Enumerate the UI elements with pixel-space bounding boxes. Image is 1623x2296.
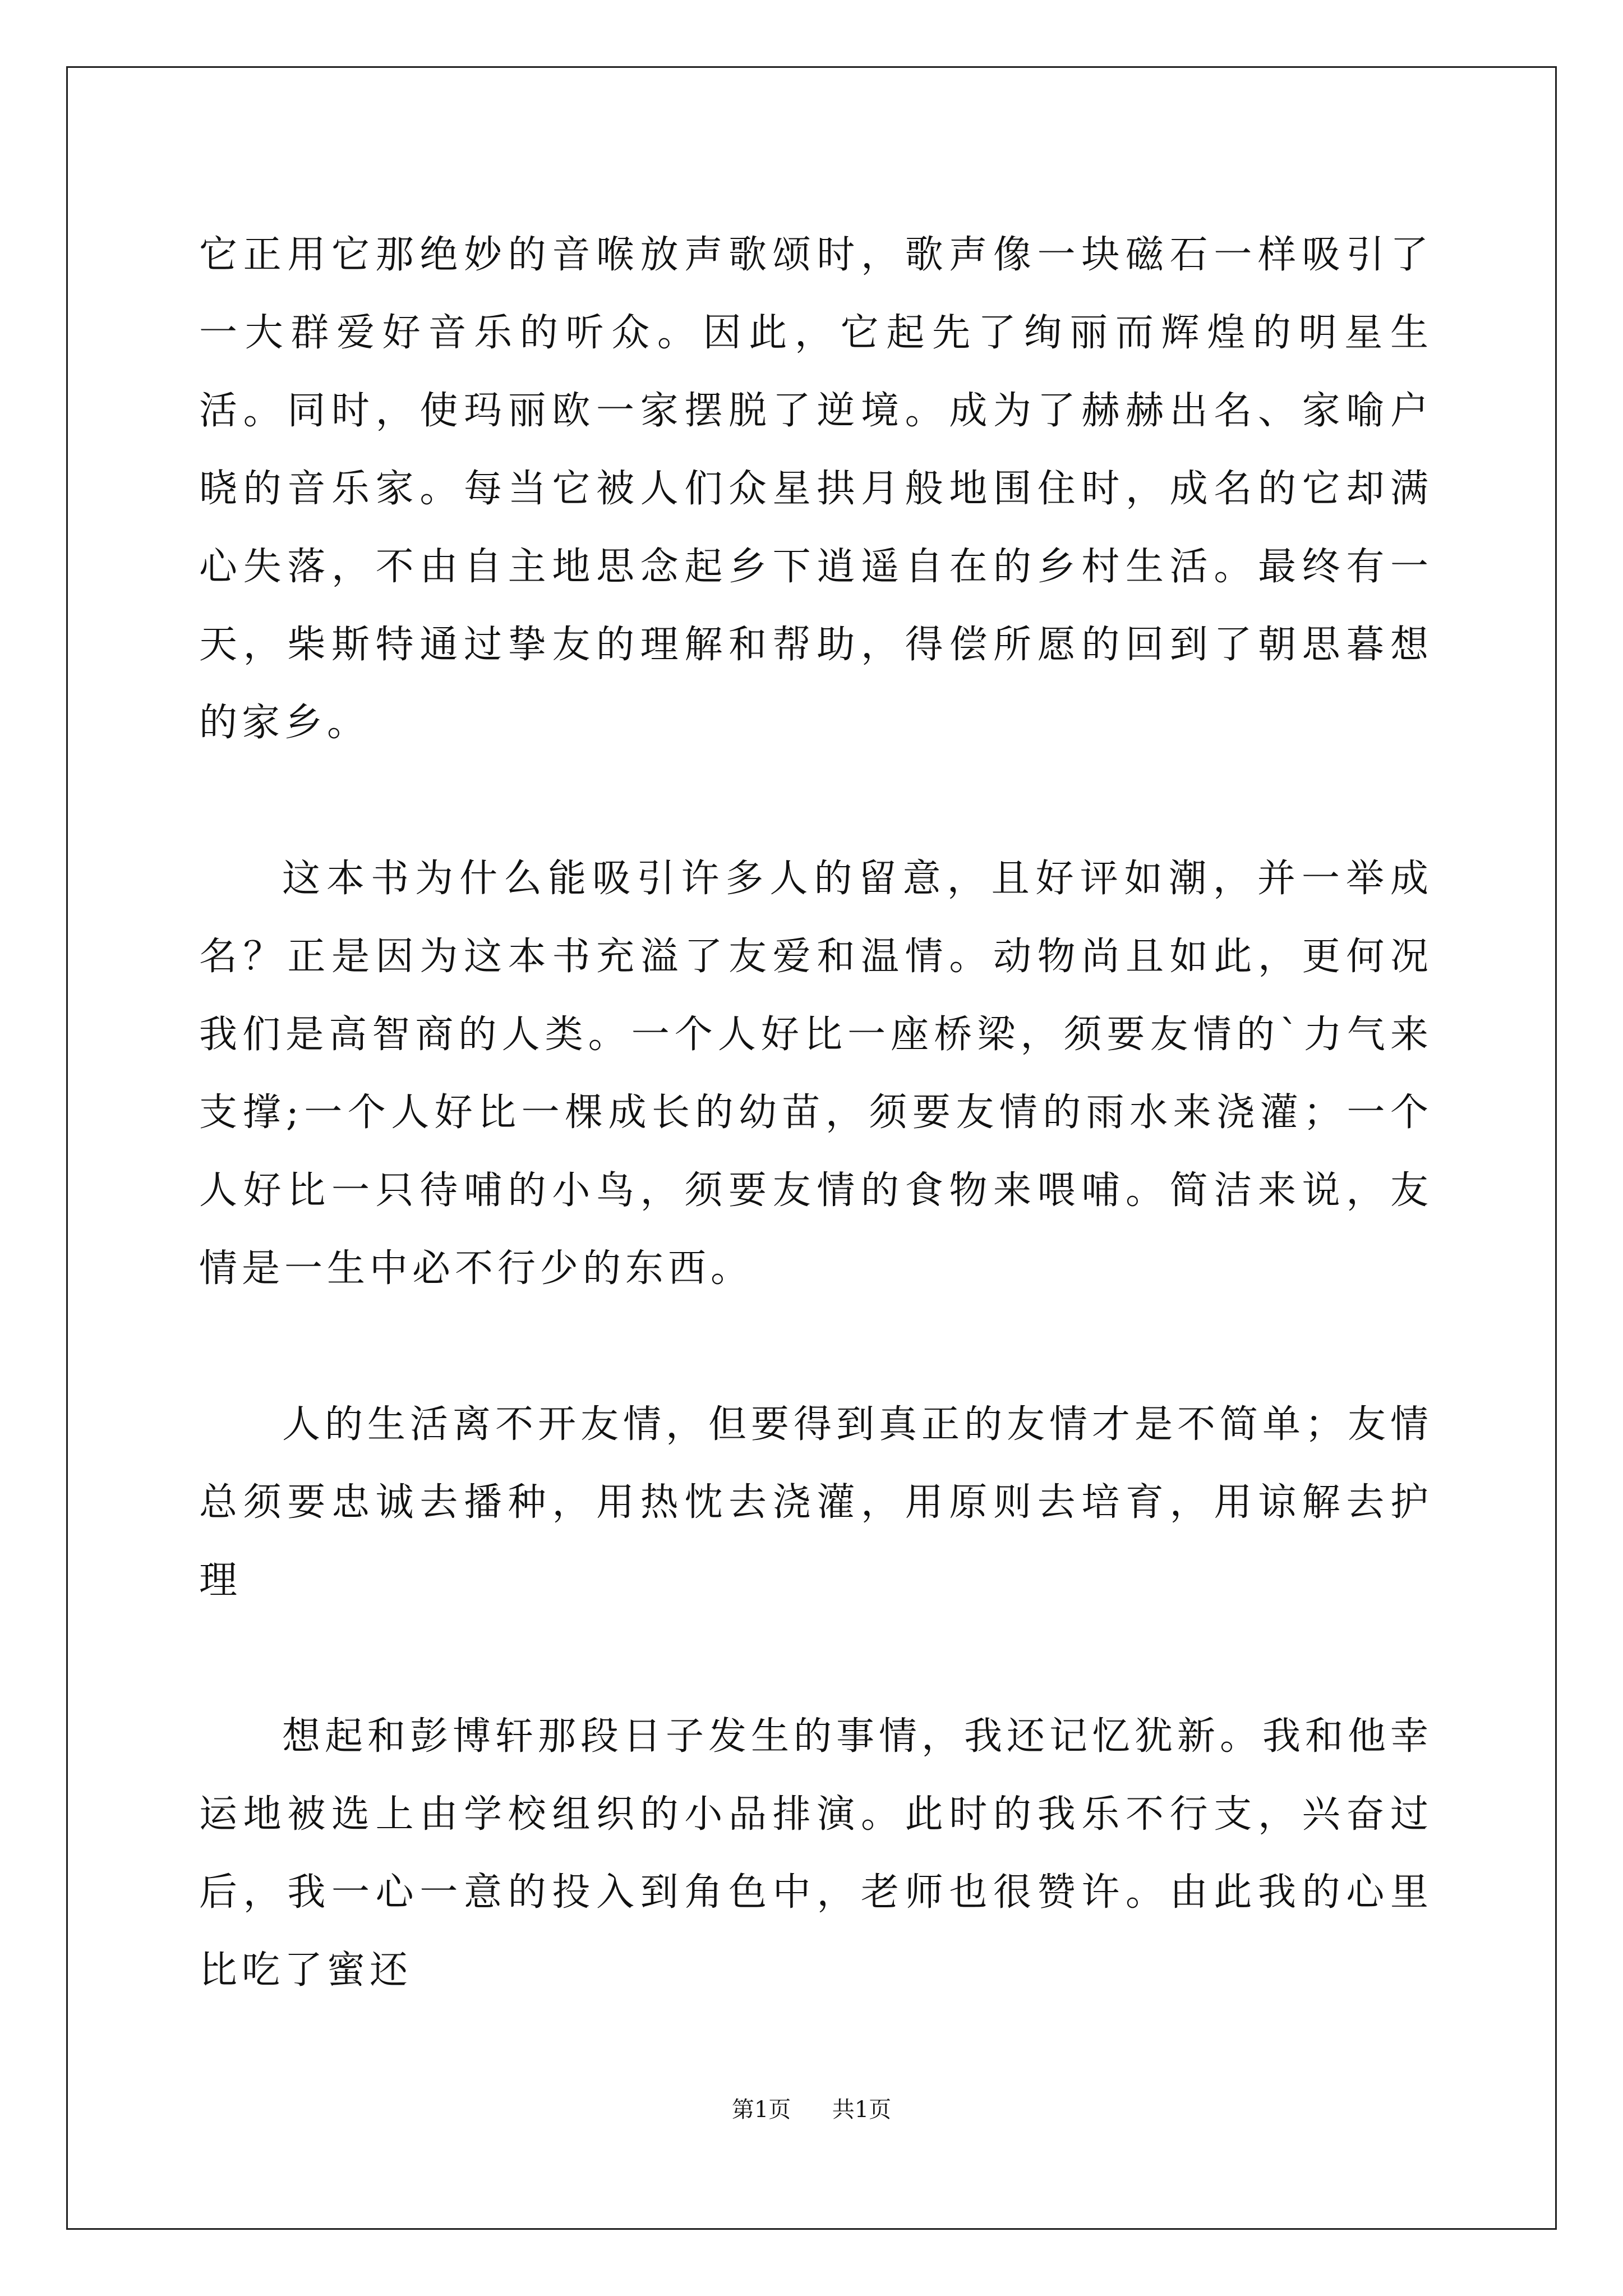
document-body: [199, 216, 1433, 2009]
paragraph-1: 它正用它那绝妙的音喉放声歌颂时，歌声像一块磁石一样吸引了一大群爱好音乐的听众。因此，它起先了绚丽而辉煌的明星生活。同时，使玛丽欧一家摆脱了逆境。成为了赫赫出名、家喻户晓的音乐家。每当它被人们众星拱月般地围住时，成名的它却满心失落，不由自主地思念起乡下逍遥自在的乡村生活。最终有一天，柴斯特通过挚友的理解和帮助，得偿所愿的回到了朝思暮想的家乡。: [199, 233, 1433, 745]
page-total: 共1页: [832, 2097, 892, 2123]
paragraph-4: 想起和彭博轩那段日子发生的事情，我还记忆犹新。我和他幸运地被选上由学校组织的小品排演。此时的我乐不行支，兴奋过后，我一心一意的投入到角色中，老师也很赞许。由此我的心里比吃了蜜还: [199, 1714, 1433, 1993]
paragraph-2: 这本书为什么能吸引许多人的留意，且好评如潮，并一举成名？正是因为这本书充溢了友爱和温情。动物尚且如此，更何况我们是高智商的人类。一个人好比一座桥梁，须要友情的`力气来支撑;一个人好比一棵成长的幼苗，须要友情的雨水来浇灌；一个人好比一只待哺的小鸟，须要友情的食物来喂哺。简洁来说，友情是一生中必不行少的东西。: [199, 857, 1433, 1291]
page-number: 第1页: [731, 2097, 791, 2123]
page-footer: [0, 2095, 1623, 2124]
paragraph-3: 人的生活离不开友情，但要得到真正的友情才是不简单；友情总须要忠诚去播种，用热忱去浇灌，用原则去培育，用谅解去护理: [199, 1402, 1433, 1603]
